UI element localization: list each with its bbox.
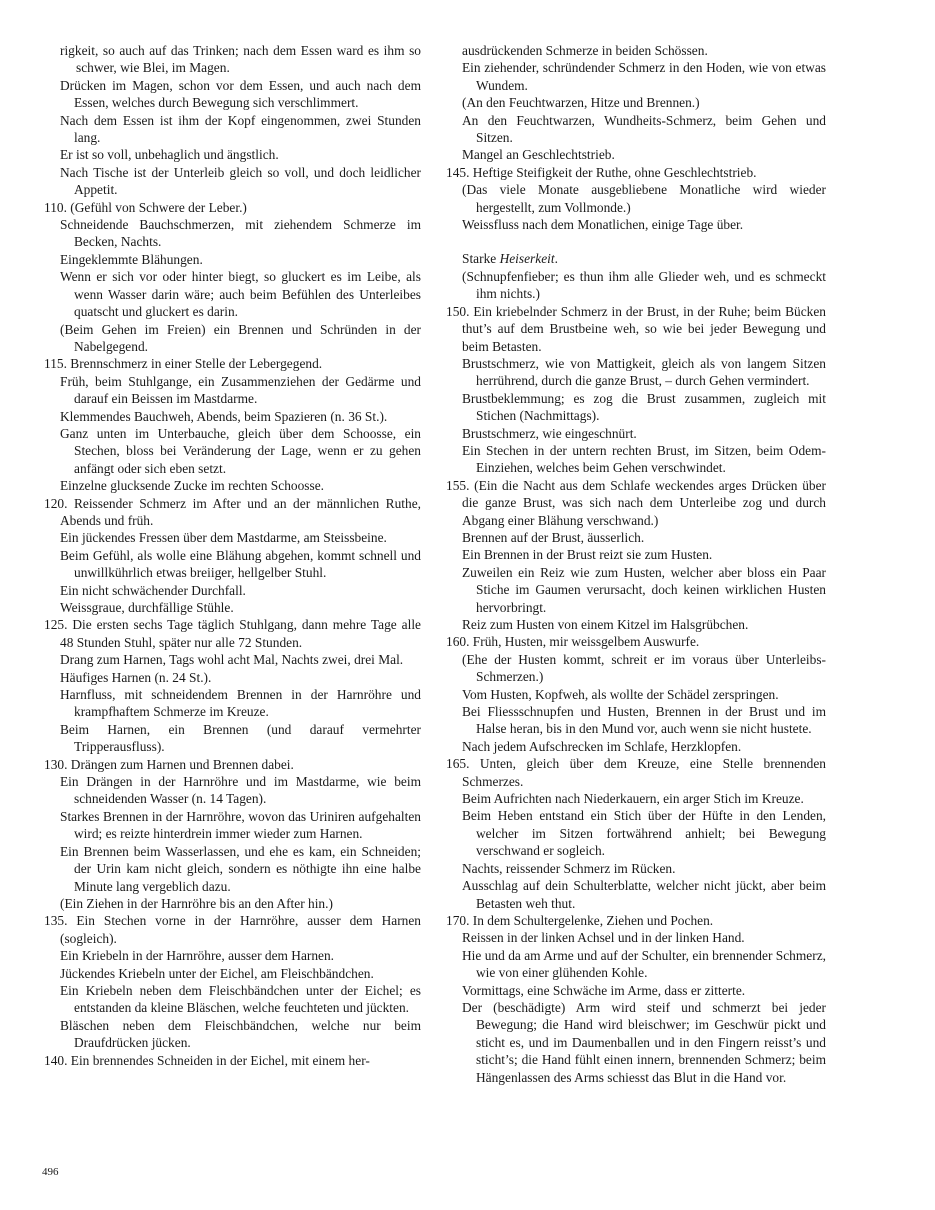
symptom-entry: An den Feuchtwarzen, Wundheits-Schmerz, beim Gehen und Sitzen. [462,112,826,146]
symptom-entry: Brustschmerz, wie eingeschnürt. [462,425,637,441]
symptom-entry: Bei Fliessschnupfen und Husten, Brennen in der Brust und im Halse heran, bis in den Mund vor, auch wenn sie nicht hustete. [462,704,826,737]
symptom-entry: Häufiges Harnen (n. 24 St.). [60,669,212,685]
numbered-entry: 125. Die ersten sechs Tage täglich Stuhlgang, dann mehre Tage alle 48 Stunden Stuhl, später nur alle 72 Stunden. [44,617,421,650]
symptom-entry: rigkeit, so auch auf das Trinken; nach dem Essen ward es ihm so schwer, wie Blei, im Magen. [60,43,421,76]
symptom-entry: Starkes Brennen in der Harnröhre, wovon das Uriniren aufgehalten wird; es reizte hinterdrein immer wieder zum Harnen. [60,808,421,842]
symptom-entry: Ein Kriebeln neben dem Fleischbändchen unter der Eichel; es entstanden da kleine Bläschen, welche feuchteten und jückten. [60,982,421,1016]
symptom-entry: ausdrückenden Schmerze in beiden Schössen. [462,43,708,58]
symptom-entry: Nachts, reissender Schmerz im Rücken. [462,860,676,876]
numbered-entry: 150. Ein kriebelnder Schmerz in der Brust, in der Ruhe; beim Bücken thut’s auf dem Brustbeine weh, so wie bei jeder Bewegung und beim Betasten. [446,303,826,354]
numbered-entry: 115. Brennschmerz in einer Stelle der Lebergegend. [44,356,323,372]
numbered-entry: 110. (Gefühl von Schwere der Leber.) [44,199,247,215]
symptom-entry: (Schnupfenfieber; es thun ihm alle Glieder weh, und es schmeckt ihm nichts.) [462,268,826,302]
symptom-entry: Nach Tische ist der Unterleib gleich so voll, und doch leidlicher Appetit. [60,164,421,198]
symptom-entry: Reissen in der linken Achsel und in der linken Hand. [462,930,745,946]
symptom-entry: (An den Feuchtwarzen, Hitze und Brennen.) [462,95,700,111]
symptom-entry: Drücken im Magen, schon vor dem Essen, und auch nach dem Essen, welches durch Bewegung sich verschlimmert. [60,77,421,111]
left-column [44,42,421,1069]
symptom-entry: Mangel an Geschlechtstrieb. [462,147,615,163]
symptom-entry: Klemmendes Bauchweh, Abends, beim Spazieren (n. 36 St.). [60,408,388,424]
symptom-entry: (Das viele Monate ausgebliebene Monatliche wird wieder hergestellt, zum Vollmonde.) [462,182,826,215]
symptom-entry: Nach dem Essen ist ihm der Kopf eingenommen, zwei Stunden lang. [60,112,421,146]
symptom-entry: Harnfluss, mit schneidendem Brennen in der Harnröhre und krampfhaftem Schmerze im Kreuze. [60,687,421,720]
symptom-entry: Jückendes Kriebeln unter der Eichel, am Fleischbändchen. [60,965,374,981]
numbered-entry: 135. Ein Stechen vorne in der Harnröhre, ausser dem Harnen (sogleich). [44,913,421,946]
symptom-entry: Beim Heben entstand ein Stich über der Hüfte in den Lenden, welcher im Sitzen fortwährend anhielt; bei Bewegung verschwand er sogleich. [462,808,826,859]
symptom-entry: Zuweilen ein Reiz wie zum Husten, welcher aber bloss ein Paar Stiche im Gaumen verursacht, doch keinen wirklichen Husten hervorbringt. [462,564,826,615]
symptom-entry: Ein Drängen in der Harnröhre und im Mastdarme, wie beim schneidenden Wasser (n. 14 Tagen). [60,774,421,807]
symptom-entry: Reiz zum Husten von einem Kitzel im Halsgrübchen. [462,617,749,632]
symptom-entry: Wenn er sich vor oder hinter biegt, so gluckert es im Leibe, als wenn Wasser darin wäre; auch beim Befühlen des Unterleibes quatscht und gluckert es darin. [60,269,421,320]
numbered-entry: 120. Reissender Schmerz im After und an der männlichen Ruthe, Abends und früh. [44,495,421,528]
symptom-entry: (Beim Gehen im Freien) ein Brennen und Schründen in der Nabelgegend. [60,321,421,354]
symptom-entry: Ein Kriebeln in der Harnröhre, ausser dem Harnen. [60,948,335,964]
symptom-entry: Brustbeklemmung; es zog die Brust zusammen, zugleich mit Stichen (Nachmittags). [462,390,826,424]
symptom-entry: Früh, beim Stuhlgange, ein Zusammenziehen der Gedärme und darauf ein Beissen im Mastdarme. [60,373,421,407]
symptom-entry: Hie und da am Arme und auf der Schulter, ein brennender Schmerz, wie von einer glühenden Kohle. [462,947,826,981]
numbered-entry: 160. Früh, Husten, mir weissgelbem Auswurfe. [446,634,700,650]
numbered-entry: 170. In dem Schultergelenke, Ziehen und Pochen. [446,912,714,928]
symptom-entry: Starke Heiserkeit. [462,251,558,267]
symptom-entry: Er ist so voll, unbehaglich und ängstlich. [60,147,279,163]
right-column [446,42,826,1086]
symptom-entry: Brustschmerz, wie von Mattigkeit, gleich als von langem Sitzen herrührend, durch die ganze Brust, – durch Gehen vermindert. [462,355,826,389]
symptom-entry: Ein ziehender, schründender Schmerz in den Hoden, wie von etwas Wundem. [462,60,826,93]
symptom-entry: Brennen auf der Brust, äusserlich. [462,529,645,545]
symptom-entry: Schneidende Bauchschmerzen, mit ziehendem Schmerze im Becken, Nachts. [60,217,421,250]
symptom-entry: Drang zum Harnen, Tags wohl acht Mal, Nachts zwei, drei Mal. [60,652,404,668]
symptom-entry: Ein nicht schwächender Durchfall. [60,582,246,598]
symptom-entry: (Ehe der Husten kommt, schreit er im voraus über Unterleibs-Schmerzen.) [462,651,826,685]
symptom-entry: Vormittags, eine Schwäche im Arme, dass er zitterte. [462,982,746,998]
page-number: 496 [42,1166,59,1178]
numbered-entry: 165. Unten, gleich über dem Kreuze, eine Stelle brennenden Schmerzes. [446,756,826,789]
symptom-entry: (Ein Ziehen in der Harnröhre bis an den After hin.) [60,895,333,911]
symptom-entry: Weissfluss nach dem Monatlichen, einige Tage über. [462,217,744,233]
numbered-entry: 155. (Ein die Nacht aus dem Schlafe weckendes arges Drücken über die ganze Brust, was sich nach dem Unterleibe zog und durch Abgang einer Blähung verschwand.) [446,477,826,528]
symptom-entry: Der (beschädigte) Arm wird steif und schmerzt bei jeder Bewegung; die Hand wird bleischwer; im Geschwür pickt und sticht es, und im Daumenballen und in den Fingern reisst’s und sticht’s; die Hand fühlt einen innern, brennenden Schmerz; beim Hängenlassen des Arms schiesst das Blut in die Hand vor. [462,999,826,1085]
symptom-entry: Vom Husten, Kopfweh, als wollte der Schädel zerspringen. [462,686,779,702]
symptom-entry: Bläschen neben dem Fleischbändchen, welche nur beim Draufdrücken jücken. [60,1017,421,1051]
symptom-entry: Einzelne glucksende Zucke im rechten Schoosse. [60,478,325,494]
symptom-entry: Beim Gefühl, als wolle eine Blähung abgehen, kommt schnell und unwillkührlich etwas breiiger, hellgelber Stuhl. [60,547,421,581]
symptom-entry: Beim Aufrichten nach Niederkauern, ein arger Stich im Kreuze. [462,791,804,807]
symptom-entry: Eingeklemmte Blähungen. [60,251,203,267]
numbered-entry: 130. Drängen zum Harnen und Brennen dabei. [44,756,294,772]
symptom-entry: Ein jückendes Fressen über dem Mastdarme, am Steissbeine. [60,530,387,546]
symptom-entry: Ein Brennen beim Wasserlassen, und ehe es kam, ein Schneiden; der Urin kam nicht gleich, sondern es nöthigte ihn eine halbe Minute lang vergeblich dazu. [60,843,421,894]
symptom-entry: Ein Brennen in der Brust reizt sie zum Husten. [462,547,713,563]
symptom-entry: Ganz unten im Unterbauche, gleich über dem Schoosse, ein Stechen, bloss bei Veränderung der Lage, wenn er zu gehen anfängt oder sich eben setzt. [60,425,421,476]
numbered-entry: 140. Ein brennendes Schneiden in der Eichel, mit einem her- [44,1052,370,1068]
symptom-entry: Ein Stechen in der untern rechten Brust, im Sitzen, beim Odem-Einziehen, welches beim Gehen verschwindet. [462,442,826,476]
numbered-entry: 145. Heftige Steifigkeit der Ruthe, ohne Geschlechtstrieb. [446,164,757,180]
symptom-entry: Nach jedem Aufschrecken im Schlafe, Herzklopfen. [462,738,742,754]
symptom-entry: Weissgraue, durchfällige Stühle. [60,600,234,615]
symptom-entry: Ausschlag auf dein Schulterblatte, welcher nicht jückt, aber beim Betasten weh thut. [462,878,826,911]
symptom-entry: Beim Harnen, ein Brennen (und darauf vermehrter Tripperausfluss). [60,721,421,755]
